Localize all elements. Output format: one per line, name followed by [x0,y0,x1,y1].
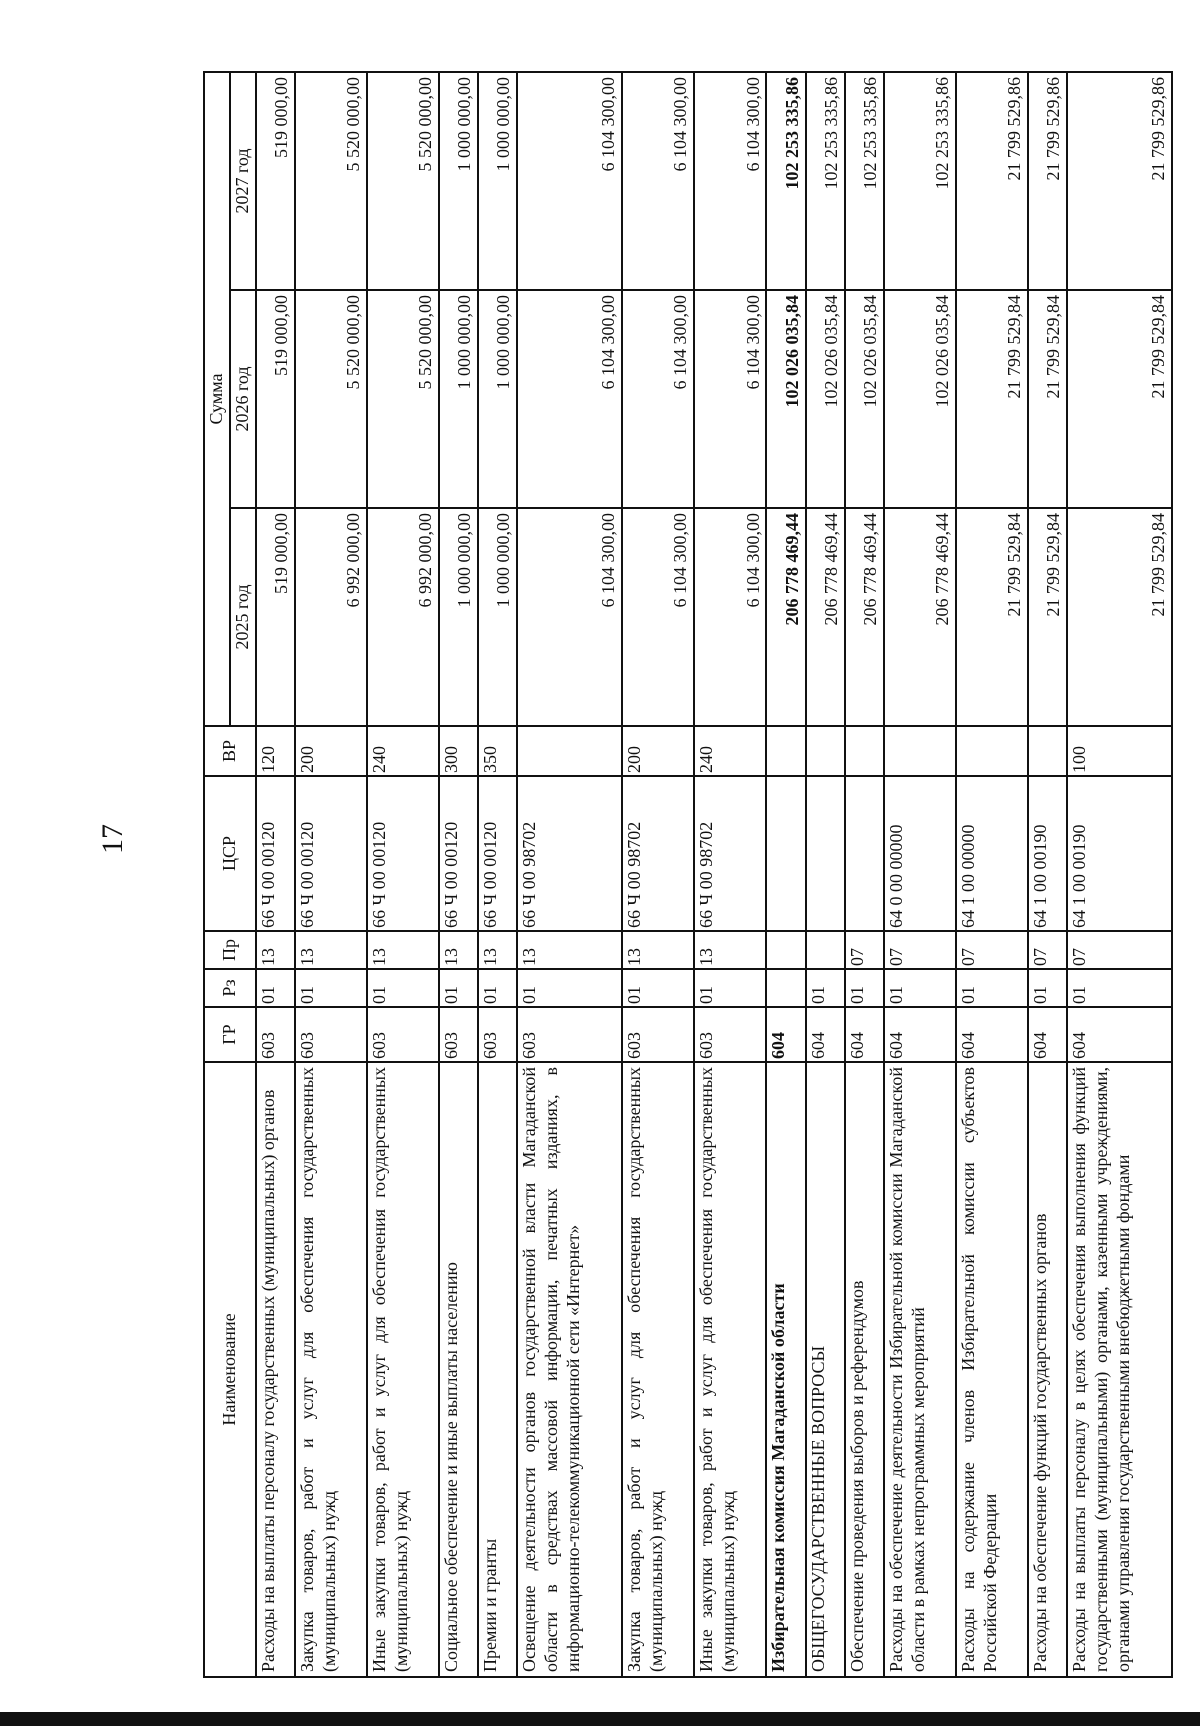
cell-pr [766,931,805,969]
cell-csr: 66 Ч 00 00120 [439,776,478,931]
cell-2025: 206 778 469,44 [884,508,956,726]
cell-vr [766,726,805,776]
cell-2026: 6 104 300,00 [517,290,622,508]
cell-csr: 66 Ч 00 00120 [295,776,367,931]
cell-name: Избирательная комиссия Магаданской области [766,1062,805,1677]
header-rz: Рз [204,969,256,1007]
cell-name: Обеспечение проведения выборов и референдумов [845,1062,884,1677]
cell-vr [517,726,622,776]
cell-vr: 350 [478,726,517,776]
cell-csr: 66 Ч 00 98702 [622,776,694,931]
cell-2027: 102 253 335,86 [845,72,884,290]
page-number: 17 [96,824,129,854]
table-body [256,72,1172,1677]
cell-2025: 21 799 529,84 [956,508,1028,726]
cell-vr [806,726,845,776]
cell-gr: 603 [367,1007,439,1062]
cell-2027: 5 520 000,00 [367,72,439,290]
cell-2025: 206 778 469,44 [845,508,884,726]
cell-vr [1028,726,1067,776]
cell-rz: 01 [1028,969,1067,1007]
cell-pr: 13 [367,931,439,969]
cell-2026: 21 799 529,84 [1067,290,1172,508]
cell-rz: 01 [694,969,766,1007]
cell-2027: 6 104 300,00 [622,72,694,290]
cell-name: Освещение деятельности органов государственной власти Магаданской области в средствах массовой информации, печатных изданиях, в информационно-телекоммуникационной сети «Интернет» [517,1062,622,1677]
cell-rz: 01 [256,969,295,1007]
cell-2026: 519 000,00 [256,290,295,508]
cell-rz: 01 [517,969,622,1007]
cell-2026: 5 520 000,00 [367,290,439,508]
cell-csr: 66 Ч 00 00120 [478,776,517,931]
cell-pr: 07 [884,931,956,969]
cell-2025: 519 000,00 [256,508,295,726]
table-row [806,72,845,1677]
cell-csr [806,776,845,931]
table-row [256,72,295,1677]
cell-2026: 21 799 529,84 [1028,290,1067,508]
cell-name: Расходы на обеспечение деятельности Избирательной комиссии Магаданской области в рамках непрограммных мероприятий [884,1062,956,1677]
header-2025: 2025 год [230,508,256,726]
cell-csr: 64 1 00 00190 [1067,776,1172,931]
cell-gr: 603 [295,1007,367,1062]
cell-2026: 102 026 035,84 [884,290,956,508]
cell-rz: 01 [806,969,845,1007]
header-pr: Пр [204,931,256,969]
cell-csr: 66 Ч 00 98702 [694,776,766,931]
cell-2026: 102 026 035,84 [766,290,805,508]
cell-csr: 66 Ч 00 00120 [367,776,439,931]
table-row [884,72,956,1677]
cell-2025: 206 778 469,44 [766,508,805,726]
cell-rz: 01 [367,969,439,1007]
cell-2026: 1 000 000,00 [439,290,478,508]
cell-2027: 21 799 529,86 [956,72,1028,290]
cell-gr: 604 [1028,1007,1067,1062]
cell-pr: 07 [845,931,884,969]
cell-name: Расходы на выплаты персоналу государственных (муниципальных) органов [256,1062,295,1677]
cell-gr: 603 [694,1007,766,1062]
cell-name: ОБЩЕГОСУДАРСТВЕННЫЕ ВОПРОСЫ [806,1062,845,1677]
header-row [204,72,230,1677]
cell-2025: 6 992 000,00 [295,508,367,726]
cell-name: Расходы на обеспечение функций государственных органов [1028,1062,1067,1677]
cell-vr: 240 [694,726,766,776]
cell-csr: 64 0 00 00000 [884,776,956,931]
cell-pr: 07 [1028,931,1067,969]
cell-name: Расходы на выплаты персоналу в целях обеспечения выполнения функций государственными (муниципальными) органами, казенными учреждениями, органами управления государственными внебюджетными фондами [1067,1062,1172,1677]
cell-pr: 13 [694,931,766,969]
cell-2026: 102 026 035,84 [845,290,884,508]
table-row [766,72,805,1677]
cell-2027: 102 253 335,86 [884,72,956,290]
table-row [517,72,622,1677]
cell-gr: 604 [845,1007,884,1062]
cell-pr: 13 [256,931,295,969]
cell-name: Социальное обеспечение и иные выплаты населению [439,1062,478,1677]
cell-pr: 13 [517,931,622,969]
table-row [956,72,1028,1677]
cell-gr: 604 [956,1007,1028,1062]
table-row [367,72,439,1677]
cell-2027: 21 799 529,86 [1067,72,1172,290]
table-row [295,72,367,1677]
cell-vr: 100 [1067,726,1172,776]
cell-rz: 01 [956,969,1028,1007]
cell-name: Иные закупки товаров, работ и услуг для обеспечения государственных (муниципальных) нужд [694,1062,766,1677]
cell-2026: 21 799 529,84 [956,290,1028,508]
cell-csr: 64 1 00 00190 [1028,776,1067,931]
header-sum: Сумма [204,72,230,726]
cell-2025: 6 104 300,00 [517,508,622,726]
cell-2026: 6 104 300,00 [622,290,694,508]
cell-2027: 1 000 000,00 [478,72,517,290]
cell-rz: 01 [845,969,884,1007]
cell-2027: 6 104 300,00 [517,72,622,290]
cell-2027: 102 253 335,86 [766,72,805,290]
cell-name: Закупка товаров, работ и услуг для обеспечения государственных (муниципальных) нужд [622,1062,694,1677]
header-vr: ВР [204,726,256,776]
cell-vr [884,726,956,776]
header-name: Наименование [204,1062,256,1677]
cell-rz: 01 [295,969,367,1007]
cell-gr: 604 [884,1007,956,1062]
cell-vr [956,726,1028,776]
header-gr: ГР [204,1007,256,1062]
cell-csr [845,776,884,931]
cell-csr: 66 Ч 00 98702 [517,776,622,931]
cell-2026: 1 000 000,00 [478,290,517,508]
cell-pr: 07 [956,931,1028,969]
cell-vr: 120 [256,726,295,776]
cell-pr: 13 [622,931,694,969]
cell-2025: 206 778 469,44 [806,508,845,726]
scan-edge-bar [0,1712,1200,1726]
cell-2025: 6 992 000,00 [367,508,439,726]
table-row [439,72,478,1677]
cell-2025: 6 104 300,00 [622,508,694,726]
table-row [1067,72,1172,1677]
cell-name: Закупка товаров, работ и услуг для обеспечения государственных (муниципальных) нужд [295,1062,367,1677]
cell-gr: 604 [806,1007,845,1062]
cell-pr: 07 [1067,931,1172,969]
cell-gr: 603 [478,1007,517,1062]
cell-2027: 5 520 000,00 [295,72,367,290]
cell-gr: 603 [622,1007,694,1062]
cell-rz: 01 [439,969,478,1007]
cell-gr: 603 [256,1007,295,1062]
cell-2025: 21 799 529,84 [1028,508,1067,726]
cell-rz: 01 [884,969,956,1007]
cell-rz: 01 [1067,969,1172,1007]
cell-2025: 1 000 000,00 [439,508,478,726]
cell-vr: 300 [439,726,478,776]
table-row [694,72,766,1677]
cell-vr: 240 [367,726,439,776]
table-row [478,72,517,1677]
cell-name: Расходы на содержание членов Избирательной комиссии субъектов Российской Федерации [956,1062,1028,1677]
table-row [1028,72,1067,1677]
cell-2027: 102 253 335,86 [806,72,845,290]
cell-rz [766,969,805,1007]
cell-pr: 13 [295,931,367,969]
cell-vr [845,726,884,776]
cell-csr [766,776,805,931]
cell-2027: 21 799 529,86 [1028,72,1067,290]
cell-gr: 604 [1067,1007,1172,1062]
cell-2026: 5 520 000,00 [295,290,367,508]
cell-name: Премии и гранты [478,1062,517,1677]
cell-vr: 200 [295,726,367,776]
cell-gr: 603 [517,1007,622,1062]
cell-pr: 13 [478,931,517,969]
header-csr: ЦСР [204,776,256,931]
table-row [622,72,694,1677]
header-2026: 2026 год [230,290,256,508]
cell-2027: 1 000 000,00 [439,72,478,290]
cell-name: Иные закупки товаров, работ и услуг для обеспечения государственных (муниципальных) нужд [367,1062,439,1677]
cell-gr: 603 [439,1007,478,1062]
cell-rz: 01 [622,969,694,1007]
budget-table-rotated [203,73,1173,1678]
cell-gr: 604 [766,1007,805,1062]
cell-2027: 6 104 300,00 [694,72,766,290]
budget-table [203,71,1173,1678]
cell-2025: 1 000 000,00 [478,508,517,726]
cell-2026: 102 026 035,84 [806,290,845,508]
cell-2026: 6 104 300,00 [694,290,766,508]
cell-2027: 519 000,00 [256,72,295,290]
cell-rz: 01 [478,969,517,1007]
header-2027: 2027 год [230,72,256,290]
cell-csr: 64 1 00 00000 [956,776,1028,931]
cell-pr [806,931,845,969]
table-row [845,72,884,1677]
cell-2025: 6 104 300,00 [694,508,766,726]
cell-2025: 21 799 529,84 [1067,508,1172,726]
cell-pr: 13 [439,931,478,969]
cell-vr: 200 [622,726,694,776]
cell-csr: 66 Ч 00 00120 [256,776,295,931]
